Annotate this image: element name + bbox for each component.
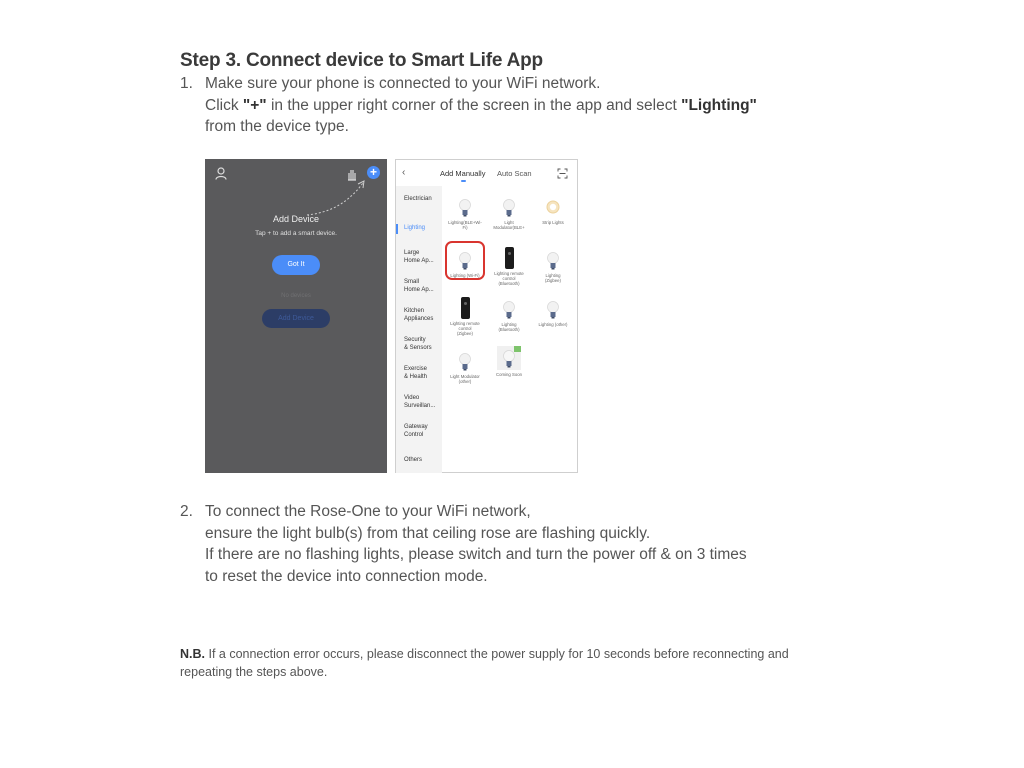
step-1-number: 1. xyxy=(180,75,193,92)
add-device-subtitle: Tap + to add a smart device. xyxy=(255,230,337,237)
device-lighting-ble-wifi[interactable] xyxy=(442,198,488,230)
device-type-screenshot xyxy=(395,159,578,473)
device-lighting-bluetooth[interactable] xyxy=(486,300,532,332)
bulb-icon xyxy=(546,251,560,271)
tab-add-manually[interactable]: Add Manually xyxy=(440,169,486,178)
category-video-surveillance[interactable]: Video Surveillan... xyxy=(404,395,436,409)
device-label: Strip Lights xyxy=(542,220,564,225)
coming-soon-tile xyxy=(497,346,521,370)
category-others[interactable]: Others xyxy=(404,457,423,463)
device-label: Lighting (Zigbee) xyxy=(544,273,561,283)
device-label: Light Modulator(BLE+ xyxy=(493,220,525,230)
add-device-button[interactable]: Add Device xyxy=(262,309,330,328)
category-electrician[interactable]: Electrician xyxy=(404,196,432,202)
device-lighting-remote-zigbee[interactable] xyxy=(442,297,488,336)
category-gateway-control[interactable]: Gateway Control xyxy=(404,424,428,438)
curved-arrow-icon xyxy=(305,177,370,217)
bulb-icon xyxy=(458,352,472,372)
category-security-sensors[interactable]: Security & Sensors xyxy=(404,337,432,351)
add-device-screenshot xyxy=(205,159,387,473)
category-small-home-appliances[interactable]: Small Home Ap... xyxy=(404,279,434,293)
category-kitchen-appliances[interactable]: Kitchen Appliances xyxy=(404,308,434,322)
add-device-title: Add Device xyxy=(272,214,320,224)
device-lighting-remote-bluetooth[interactable] xyxy=(486,247,532,286)
remote-icon xyxy=(505,247,514,269)
step-1-line-1: Make sure your phone is connected to your WiFi network. xyxy=(205,75,601,92)
bulb-icon xyxy=(546,300,560,320)
device-label: Lighting(BLE+Wi- Fi) xyxy=(448,220,482,230)
step-1 xyxy=(180,73,880,139)
step-2 xyxy=(180,501,880,589)
active-category-indicator xyxy=(396,224,398,234)
step-2-line-1: To connect the Rose-One to your WiFi network, xyxy=(205,503,531,520)
no-devices-text: No devices xyxy=(281,293,311,299)
back-chevron-icon[interactable]: ‹ xyxy=(402,167,406,178)
remote-icon xyxy=(461,297,470,319)
step-1-lighting-text: "Lighting" xyxy=(681,96,757,114)
got-it-button[interactable]: Got It xyxy=(272,255,320,275)
device-light-modulator-ble[interactable] xyxy=(486,198,532,230)
note xyxy=(180,646,820,681)
device-light-modulator-other[interactable] xyxy=(442,352,488,384)
coming-soon-badge xyxy=(514,346,521,352)
device-label: Lighting remote control (Bluetooth) xyxy=(494,271,524,286)
scan-frame-icon[interactable] xyxy=(557,168,568,179)
device-strip-lights[interactable] xyxy=(530,198,576,225)
step-2-line-3: If there are no flashing lights, please switch and turn the power off & on 3 times xyxy=(205,546,747,563)
step-1-line-3: from the device type. xyxy=(205,118,349,135)
plus-button[interactable]: + xyxy=(367,166,380,179)
device-lighting-zigbee[interactable] xyxy=(530,251,576,283)
device-label: Lighting (Wi-Fi) xyxy=(450,273,480,278)
bulb-icon xyxy=(458,198,472,218)
device-label: Lighting (Bluetooth) xyxy=(498,322,520,332)
device-coming-soon[interactable] xyxy=(486,346,532,377)
device-label: Lighting (other) xyxy=(538,322,568,327)
bulb-icon xyxy=(502,198,516,218)
strip-light-icon xyxy=(546,198,560,218)
user-icon[interactable] xyxy=(215,167,227,180)
note-label: N.B. xyxy=(180,647,205,661)
category-lighting[interactable]: Lighting xyxy=(404,225,426,231)
page-title: Step 3. Connect device to Smart Life App xyxy=(180,50,543,71)
category-sidebar xyxy=(396,186,442,473)
device-label: Coming Soon xyxy=(495,372,523,377)
note-text: If a connection error occurs, please disconnect the power supply for 10 seconds before reconnecting and repeating the steps above. xyxy=(180,647,789,679)
active-tab-indicator xyxy=(461,180,466,182)
step-1-line-2-text-a: Click xyxy=(205,96,243,114)
step-1-plus-text: "+" xyxy=(242,96,267,114)
category-exercise-health[interactable]: Exercise & Health xyxy=(404,366,428,380)
device-label: Lighting remote control (Zigbee) xyxy=(450,321,480,336)
step-2-line-4: to reset the device into connection mode. xyxy=(205,567,488,585)
bulb-icon xyxy=(502,300,516,320)
step-2-number: 2. xyxy=(180,503,193,520)
device-label: Light Modulator (other) xyxy=(450,374,480,384)
tab-auto-scan[interactable]: Auto Scan xyxy=(497,169,532,178)
highlight-circle xyxy=(445,241,485,280)
step-1-line-2-text-b: in the upper right corner of the screen in the app and select xyxy=(266,96,682,114)
bulb-icon xyxy=(502,349,516,369)
step-1-line-2 xyxy=(205,95,757,117)
category-large-home-appliances[interactable]: Large Home Ap... xyxy=(404,250,434,264)
step-2-line-2: ensure the light bulb(s) from that ceiling rose are flashing quickly. xyxy=(205,524,651,542)
device-lighting-other[interactable] xyxy=(530,300,576,327)
